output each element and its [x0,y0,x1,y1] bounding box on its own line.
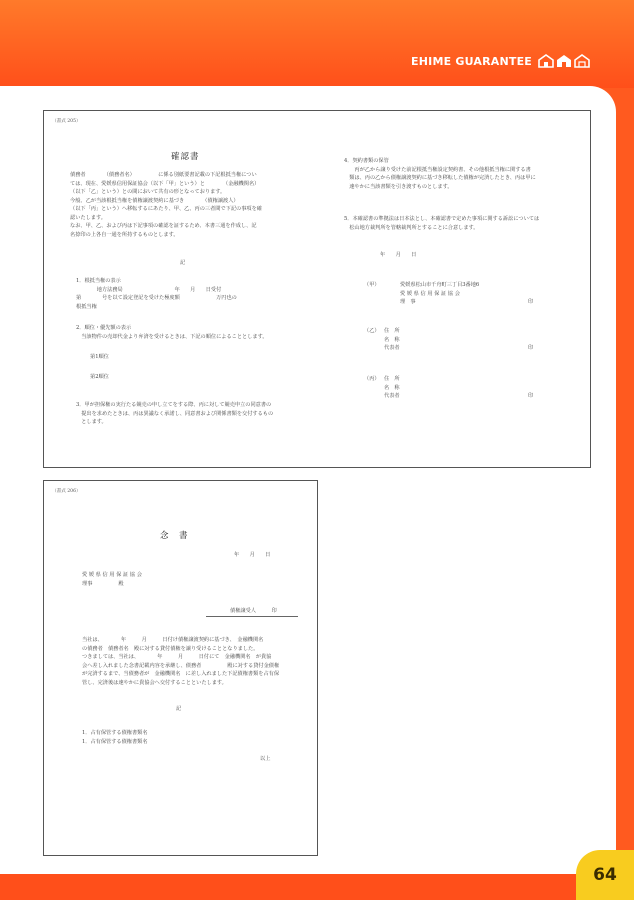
party-b-label: （乙） [364,328,380,334]
form-date: 年 月 日 [380,252,417,258]
form-title: 確認書 [171,152,200,162]
intro-text: 債務者 （債務者名） に係る別紙要書記載の下記根抵当権につい ては、現在、愛媛県信用保証協会（以下「甲」という）と （金融機関名） （以下「乙」という）との間において共有の形となっております。 今般、乙が当該根抵当権を債権譲渡契約に基づき （債権譲渡人） （以下「丙」という）へ移転するにあたり、甲、乙、丙の三者間で下記の事項を確 認いたします。 なお、甲、乙、および丙は下記事項の確認を証するため、本書三通を作成し、記 名捺印の上各自一通を所持するものとします。 [70,172,262,239]
rank-2: 第2順位 [90,374,109,380]
header-band [0,0,634,88]
item-2: 2．順位・優先額の表示 当該物件の売却代金より弁済を受けるときは、下記の順位によることとします。 [76,325,268,340]
form-number: （書式 205） [52,119,81,124]
signature-line [206,616,298,617]
rank-1: 第1順位 [90,354,109,360]
party-a-label: （甲） [364,282,380,288]
house-icon [574,54,590,68]
house-icon [538,54,554,68]
memorandum-form [43,480,318,856]
house-icon [556,54,572,68]
ki-mark: 記 [176,706,182,712]
seal-mark: 印 [528,299,534,305]
item-5: 5．本確認書の準拠法は日本法とし、本確認書で定めた事項に関する訴訟については 松山地方裁判所を管轄裁判所とすることに合意します。 [344,216,540,231]
form-number: （書式 206） [52,489,81,494]
ki-mark: 記 [180,260,186,266]
page-number: 64 [576,850,634,900]
item-3: 3．甲が担保権の実行たる競売の申し立てをする際、丙に対して競売申立の同意書の 提出を求めたときは、丙は異議なく承諾し、同意書および関係書類を交付するもの とします。 [76,402,274,426]
end-mark: 以上 [260,756,271,762]
footer-band [0,874,634,900]
party-c-label: （丙） [364,376,380,382]
house-icons [538,54,590,68]
brand-logo [411,54,590,68]
addressee: 愛 媛 県 信 用 保 証 協 会 理事 殿 [82,572,142,587]
party-b-block: 住 所 名 称 代表者 [384,328,400,352]
confirmation-form [43,110,591,468]
signer: 債権譲受人 印 [230,608,277,614]
document-list: 1．占有保管する債権書類名 1．占有保管する債権書類名 [82,730,148,745]
brand-name: EHIME GUARANTEE [411,54,532,68]
seal-mark: 印 [528,345,534,351]
party-c-block: 住 所 名 称 代表者 [384,376,400,400]
party-a-block: 愛媛県松山市千舟町三丁目3番地6 愛 媛 県 信 用 保 証 協 会 理 事 [400,282,480,306]
item-4: 4．契約書類の保管 丙が乙から譲り受けた前記根抵当権設定契約書、その他根抵当権に関する書 類は、丙の乙から債権譲渡契約に基づき移転した債権が完済したとき、丙は甲に 速やかに当該書類を引き渡すものとします。 [344,158,536,190]
form-date: 年 月 日 [234,552,271,558]
seal-mark: 印 [528,393,534,399]
memo-body: 当社は、 年 月 日付け債権譲渡契約に基づき、 金融機関名 の債務者 債務者名 殿に対する貸付債権を譲り受けることとなりました。 つきましては、当社は、 年 月 日付にて 金融機関名 が貴協 会へ差し入れました念書記載内容を承継し、債務者 殿に対する貸付金債権 が完済するまで、当債務者が 金融機関名 に差し入れました下記債権書類を占有保 管し、完済後は速やかに貴協会へ交付することといたします。 [82,637,280,686]
form-title: 念 書 [160,531,189,541]
item-1: 1．根抵当権の表示 地方法務局 年 月 日受付 第 号を以て設定登記を受けた極度額 万円也の 根抵当権 [76,278,237,310]
